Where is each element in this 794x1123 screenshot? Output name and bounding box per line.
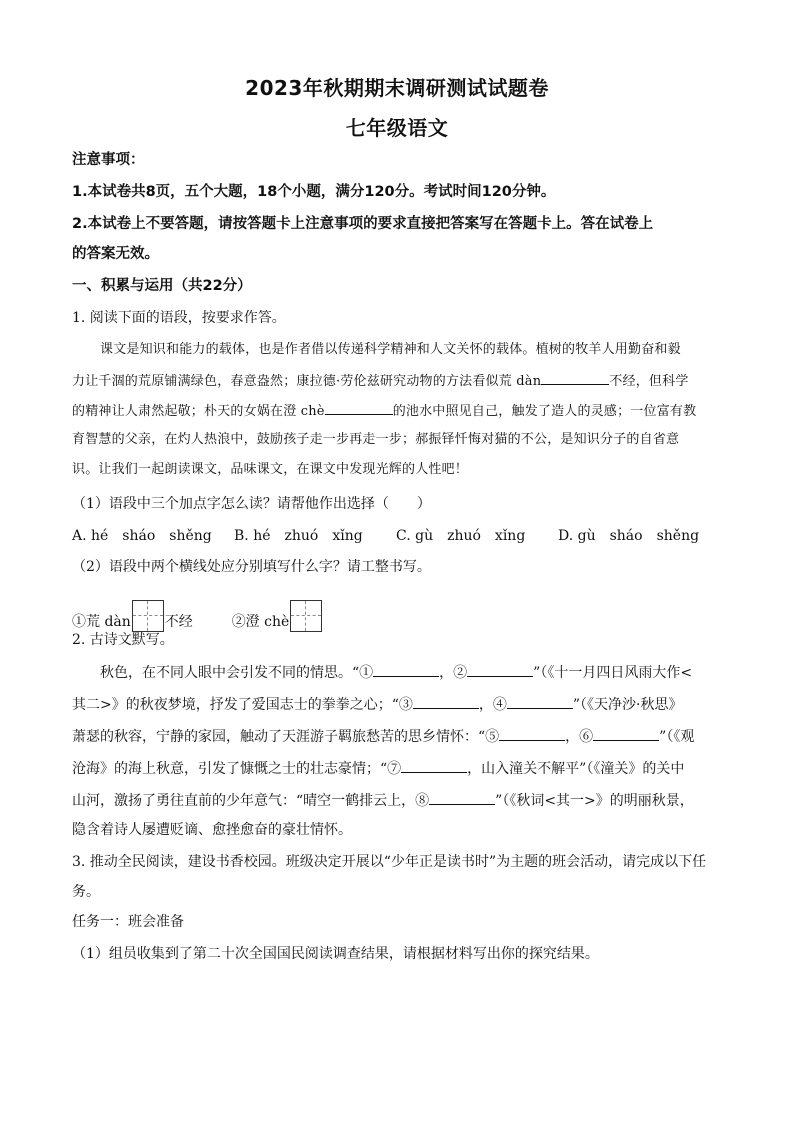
notice-item-1: 1.本试卷共8页，五个大题，18个小题，满分120分。考试时间120分钟。 xyxy=(72,184,556,200)
section-1-heading: 一、积累与运用（共22分） xyxy=(72,278,252,294)
option-b: B. hé zhuó xǐng xyxy=(234,528,363,544)
poem-line-5: 山河，激扬了勇往直前的少年意气：“晴空一鹤排云上，⑧ ”（《秋词<其一>》的明丽秋景， xyxy=(72,790,732,811)
question-2-title: 2. 古诗文默写。 xyxy=(72,632,174,648)
blank-che xyxy=(325,400,393,415)
option-d: D. gù sháo shěng xyxy=(558,528,700,544)
passage-line-4: 育智慧的父亲，在灼人热浪中，鼓励孩子走一步再走一步；郝振铎忏悔对猫的不公，是知识分子的自省意 xyxy=(72,432,680,447)
option-a: A. hé sháo shěng xyxy=(72,528,212,544)
writing-grid-box xyxy=(290,600,322,632)
passage-line-5: 识。让我们一起朗读课文，品味课文，在课文中发现光辉的人性吧！ xyxy=(72,462,469,477)
exam-title: 2023年秋期期末调研测试试题卷 xyxy=(245,76,549,100)
question-3-line-1: 3. 推动全民阅读，建设书香校园。班级决定开展以“少年正是读书时”为主题的班会活动，请完成以下任 xyxy=(72,854,707,870)
poem-line-2: 其二>》的秋夜梦境，抒发了爱国志士的拳拳之心；“③ ，④ ”（《天净沙·秋思》 xyxy=(72,694,732,715)
choice-options xyxy=(72,526,732,546)
question-3-line-2: 务。 xyxy=(72,884,100,900)
poem-line-1: 秋色，在不同人眼中会引发不同的情思。“① ，② ”（《十一月四日风雨大作< xyxy=(100,662,730,683)
question-1-2: （2）语段中两个横线处应分别填写什么字？请工整书写。 xyxy=(72,559,431,575)
exam-subtitle: 七年级语文 xyxy=(345,116,449,140)
passage-line-2: 力让千涸的荒原铺满绿色，春意盎然；康拉德·劳伦兹研究动物的方法看似荒 dàn 不经，但科学 xyxy=(72,370,732,392)
question-3-1: （1）组员收集到了第二十次全国国民阅读调查结果，请根据材料写出你的探究结果。 xyxy=(72,946,599,962)
notice-item-2-line-1: 2.本试卷上不要答题，请按答题卡上注意事项的要求直接把答案写在答题卡上。答在试卷上 xyxy=(72,216,654,232)
poem-line-4: 沧海》的海上秋意，引发了慷慨之士的壮志豪情；“⑦ ，山入潼关不解平”（《潼关》的关中 xyxy=(72,758,732,779)
option-c: C. gù zhuó xǐng xyxy=(396,528,526,544)
question-1-intro: 1. 阅读下面的语段，按要求作答。 xyxy=(72,310,286,326)
notice-item-2-line-2: 的答案无效。 xyxy=(72,246,159,262)
notice-heading: 注意事项： xyxy=(72,152,145,168)
question-1-1: （1）语段中三个加点字怎么读？请帮他作出选择（ ） xyxy=(72,496,431,512)
passage-line-3: 的精神让人肃然起敬；朴天的女娲在澄 chè 的池水中照见自己，触发了造人的灵感；一位富有教 xyxy=(72,400,732,422)
poem-line-6: 隐含着诗人屡遭贬谪、愈挫愈奋的豪壮情怀。 xyxy=(72,822,352,838)
poem-line-3: 萧瑟的秋容，宁静的家园，触动了天涯游子羁旅愁苦的思乡情怀：“⑤ ，⑥ ”（《观 xyxy=(72,726,732,747)
task-1-heading: 任务一：班会准备 xyxy=(72,914,184,930)
passage-line-1: 课文是知识和能力的载体，也是作者借以传递科学精神和人文关怀的载体。植树的牧羊人用勤奋和毅 xyxy=(100,342,681,357)
blank-dan xyxy=(541,370,609,385)
fill-boxes-row: ①荒 dàn 不经 ②澄 chè xyxy=(72,600,732,634)
writing-grid-box xyxy=(132,600,164,632)
